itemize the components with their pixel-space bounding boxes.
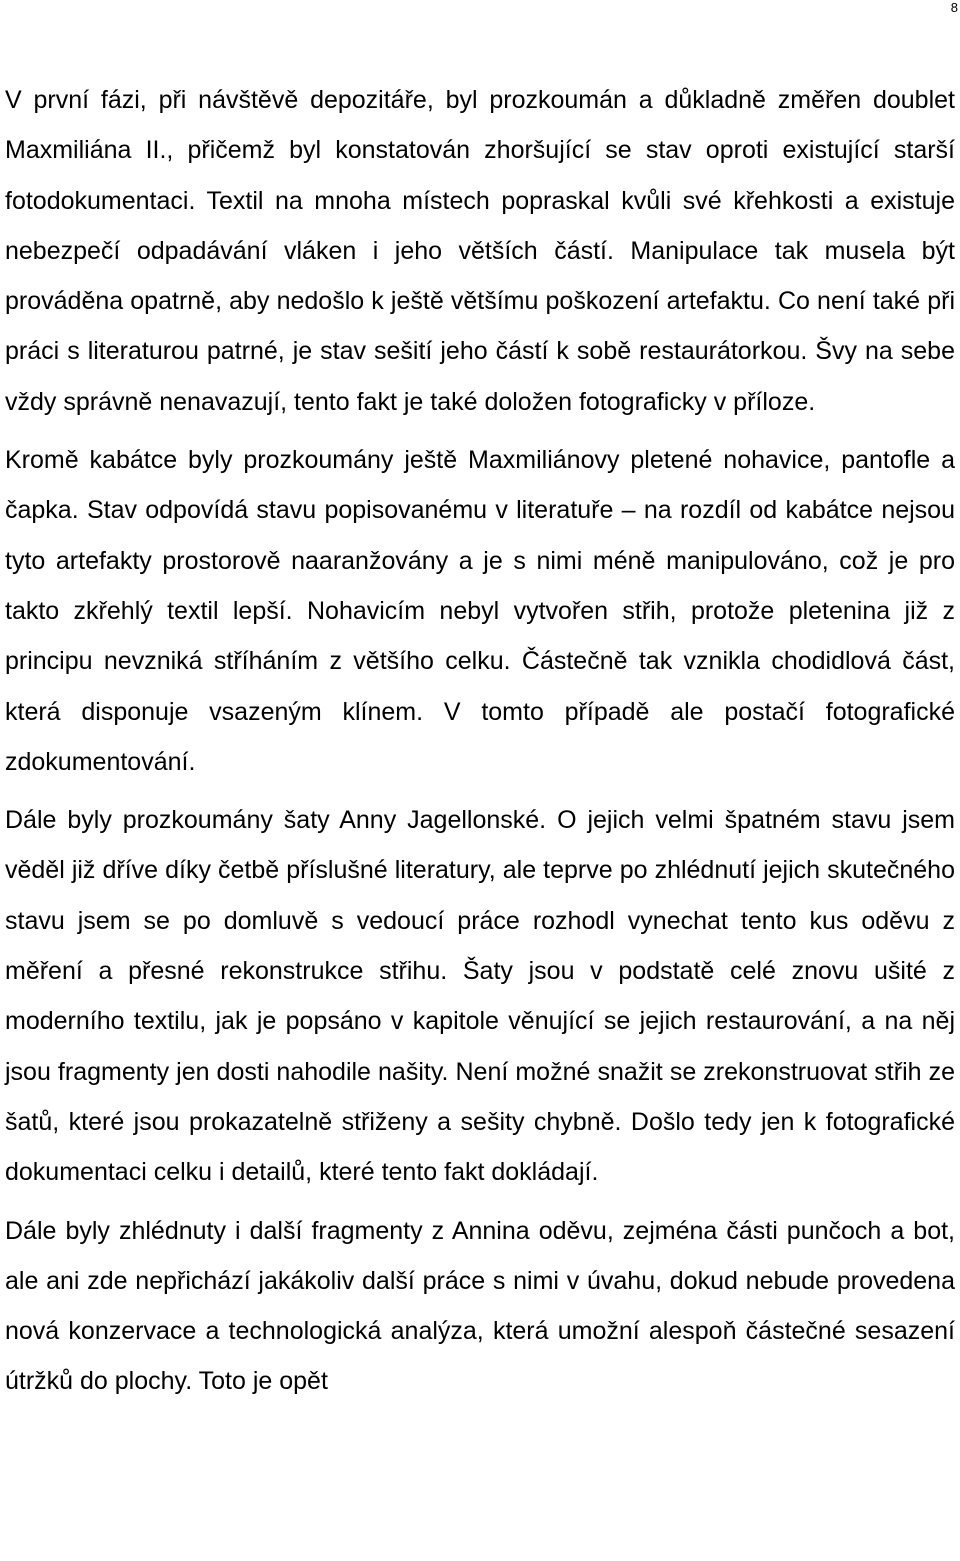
document-body <box>5 75 955 1407</box>
paragraph-saty: Dále byly prozkoumány šaty Anny Jagellonské. O jejich velmi špatném stavu jsem věděl již dříve díky četbě příslušné literatury, ale teprve po zhlédnutí jejich skutečného stavu jsem se po domluvě s vedoucí práce rozhodl vynechat tento kus oděvu z měření a přesné rekonstrukce střihu. Šaty jsou v podstatě celé znovu ušité z moderního textilu, jak je popsáno v kapitole věnující se jejich restaurování, a na něj jsou fragmenty jen dosti nahodile našity. Není možné snažit se zrekonstruovat střih ze šatů, které jsou prokazatelně střiženy a sešity chybně. Došlo tedy jen k fotografické dokumentaci celku i detailů, které tento fakt dokládají. <box>5 806 955 1187</box>
page-number: 8 <box>950 0 958 15</box>
paragraph-kabatec: Kromě kabátce byly prozkoumány ještě Maxmiliánovy pletené nohavice, pantofle a čapka. Stav odpovídá stavu popisovanému v literatuře – na rozdíl od kabátce nejsou tyto artefakty prostorově naaranžovány a je s nimi méně manipulováno, což je pro takto zkřehlý textil lepší. Nohavicím nebyl vytvořen střih, protože pletenina již z principu nevzniká stříháním z většího celku. Částečně tak vznikla chodidlová část, která disponuje vsazeným klínem. V tomto případě ale postačí fotografické zdokumentování. <box>5 446 955 776</box>
paragraph-doublet: V první fázi, při návštěvě depozitáře, byl prozkoumán a důkladně změřen doublet Maxmiliána II., přičemž byl konstatován zhoršující se stav oproti existující starší fotodokumentaci. Textil na mnoha místech popraskal kvůli své křehkosti a existuje nebezpečí odpadávání vláken i jeho větších částí. Manipulace tak musela být prováděna opatrně, aby nedošlo k ještě většímu poškození artefaktu. Co není také při práci s literaturou patrné, je stav sešití jeho částí k sobě restaurátorkou. Švy na sebe vždy správně nenavazují, tento fakt je také doložen fotograficky v příloze. <box>5 86 955 416</box>
paragraph-fragmenty: Dále byly zhlédnuty i další fragmenty z Annina oděvu, zejména části punčoch a bot, ale ani zde nepřichází jakákoliv další práce s nimi v úvahu, dokud nebude provedena nová konzervace a technologická analýza, která umožní alespoň částečné sesazení útržků do plochy. Toto je opět <box>5 1216 955 1396</box>
